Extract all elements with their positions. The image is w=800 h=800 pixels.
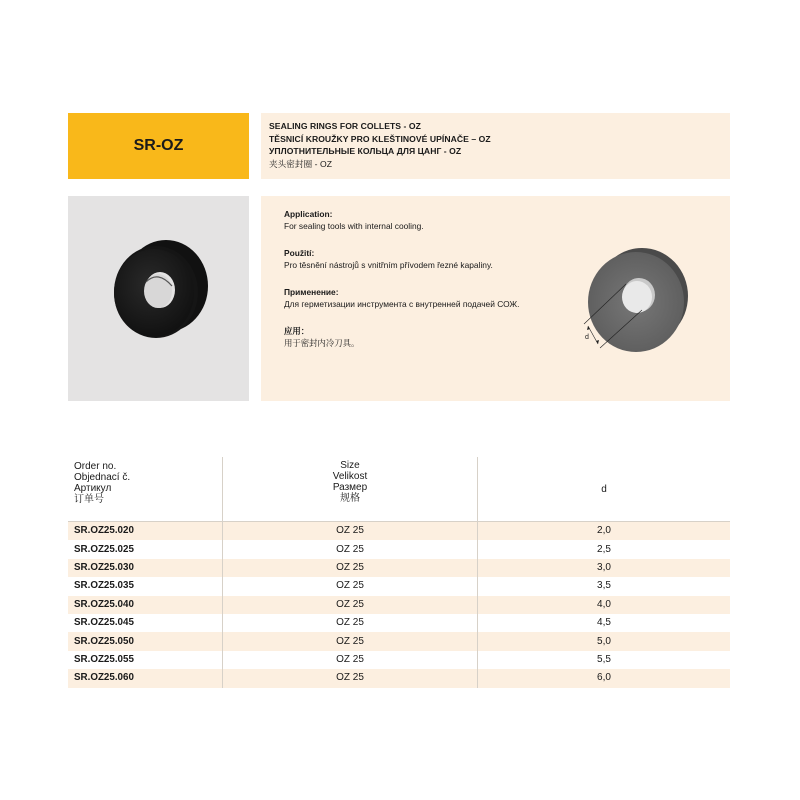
table-row xyxy=(68,540,730,558)
specification-table xyxy=(68,457,730,688)
application-text-cz: Pro těsnění nástrojů s vnitřním přívodem řezné kapaliny. xyxy=(284,260,493,270)
table-row xyxy=(68,577,730,595)
cell-size: OZ 25 xyxy=(223,522,478,541)
sealing-ring-photo xyxy=(68,196,249,401)
cell-d: 2,0 xyxy=(478,522,731,541)
table-row xyxy=(68,632,730,650)
header-order-ru: Артикул xyxy=(74,483,112,494)
title-czech: TĚSNICÍ KROUŽKY PRO KLEŠTINOVÉ UPÍNAČE – OZ xyxy=(269,133,491,144)
title-box xyxy=(261,113,730,179)
cell-order-no: SR.OZ25.055 xyxy=(68,651,223,669)
title-english: SEALING RINGS FOR COLLETS - OZ xyxy=(269,121,421,131)
cell-order-no: SR.OZ25.025 xyxy=(68,540,223,558)
title-russian: УПЛОТНИТЕЛЬНЫЕ КОЛЬЦА ДЛЯ ЦАНГ - OZ xyxy=(269,146,462,157)
product-code: SR-OZ xyxy=(133,137,184,154)
header-size-ru: Размер xyxy=(332,482,368,493)
table-row xyxy=(68,596,730,614)
table-row xyxy=(68,669,730,687)
cell-order-no: SR.OZ25.045 xyxy=(68,614,223,632)
cell-order-no: SR.OZ25.040 xyxy=(68,596,223,614)
cell-d: 3,5 xyxy=(478,577,731,595)
header-d: d xyxy=(601,483,607,495)
header-size-cn: 规格 xyxy=(340,493,360,504)
header-order-cz: Objednací č. xyxy=(74,472,131,483)
cell-d: 6,0 xyxy=(478,669,731,687)
cell-order-no: SR.OZ25.035 xyxy=(68,577,223,595)
cell-order-no: SR.OZ25.060 xyxy=(68,669,223,687)
cell-order-no: SR.OZ25.020 xyxy=(68,522,223,541)
application-heading-cn: 应用： xyxy=(284,326,310,336)
cell-size: OZ 25 xyxy=(223,577,478,595)
application-text-cn: 用于密封内冷刀具。 xyxy=(284,338,360,348)
cell-d: 3,0 xyxy=(478,559,731,577)
application-text-ru: Для герметизации инструмента с внутренней подачей СОЖ. xyxy=(284,299,520,309)
cell-d: 2,5 xyxy=(478,540,731,558)
product-photo xyxy=(68,196,249,401)
header-size-cz: Velikost xyxy=(332,471,368,482)
title-chinese: 夹头密封圈 - OZ xyxy=(269,159,333,170)
table-row xyxy=(68,522,730,541)
cell-size: OZ 25 xyxy=(223,632,478,650)
dimension-drawing xyxy=(566,226,706,376)
application-info-box xyxy=(261,196,730,401)
cell-size: OZ 25 xyxy=(223,540,478,558)
cell-size: OZ 25 xyxy=(223,596,478,614)
cell-d: 5,5 xyxy=(478,651,731,669)
application-heading-cz: Použití: xyxy=(284,248,315,258)
cell-order-no: SR.OZ25.050 xyxy=(68,632,223,650)
cell-size: OZ 25 xyxy=(223,651,478,669)
dimension-label-d: d xyxy=(585,334,589,341)
header-size xyxy=(223,457,478,522)
table-header-row xyxy=(68,457,730,522)
table-row xyxy=(68,614,730,632)
application-heading-en: Application: xyxy=(284,209,333,219)
application-text-en: For sealing tools with internal cooling. xyxy=(284,221,424,231)
table-row xyxy=(68,651,730,669)
cell-size: OZ 25 xyxy=(223,669,478,687)
cell-d: 4,5 xyxy=(478,614,731,632)
table-row xyxy=(68,559,730,577)
header-order-en: Order no. xyxy=(74,461,117,472)
header-order-cn: 订单号 xyxy=(74,494,104,505)
product-code-box xyxy=(68,113,249,179)
cell-d: 4,0 xyxy=(478,596,731,614)
cell-size: OZ 25 xyxy=(223,614,478,632)
application-heading-ru: Применение: xyxy=(284,287,339,297)
cell-size: OZ 25 xyxy=(223,559,478,577)
header-size-en: Size xyxy=(340,460,360,471)
application-text xyxy=(284,208,564,364)
header-order-no xyxy=(68,457,223,522)
cell-d: 5,0 xyxy=(478,632,731,650)
cell-order-no: SR.OZ25.030 xyxy=(68,559,223,577)
